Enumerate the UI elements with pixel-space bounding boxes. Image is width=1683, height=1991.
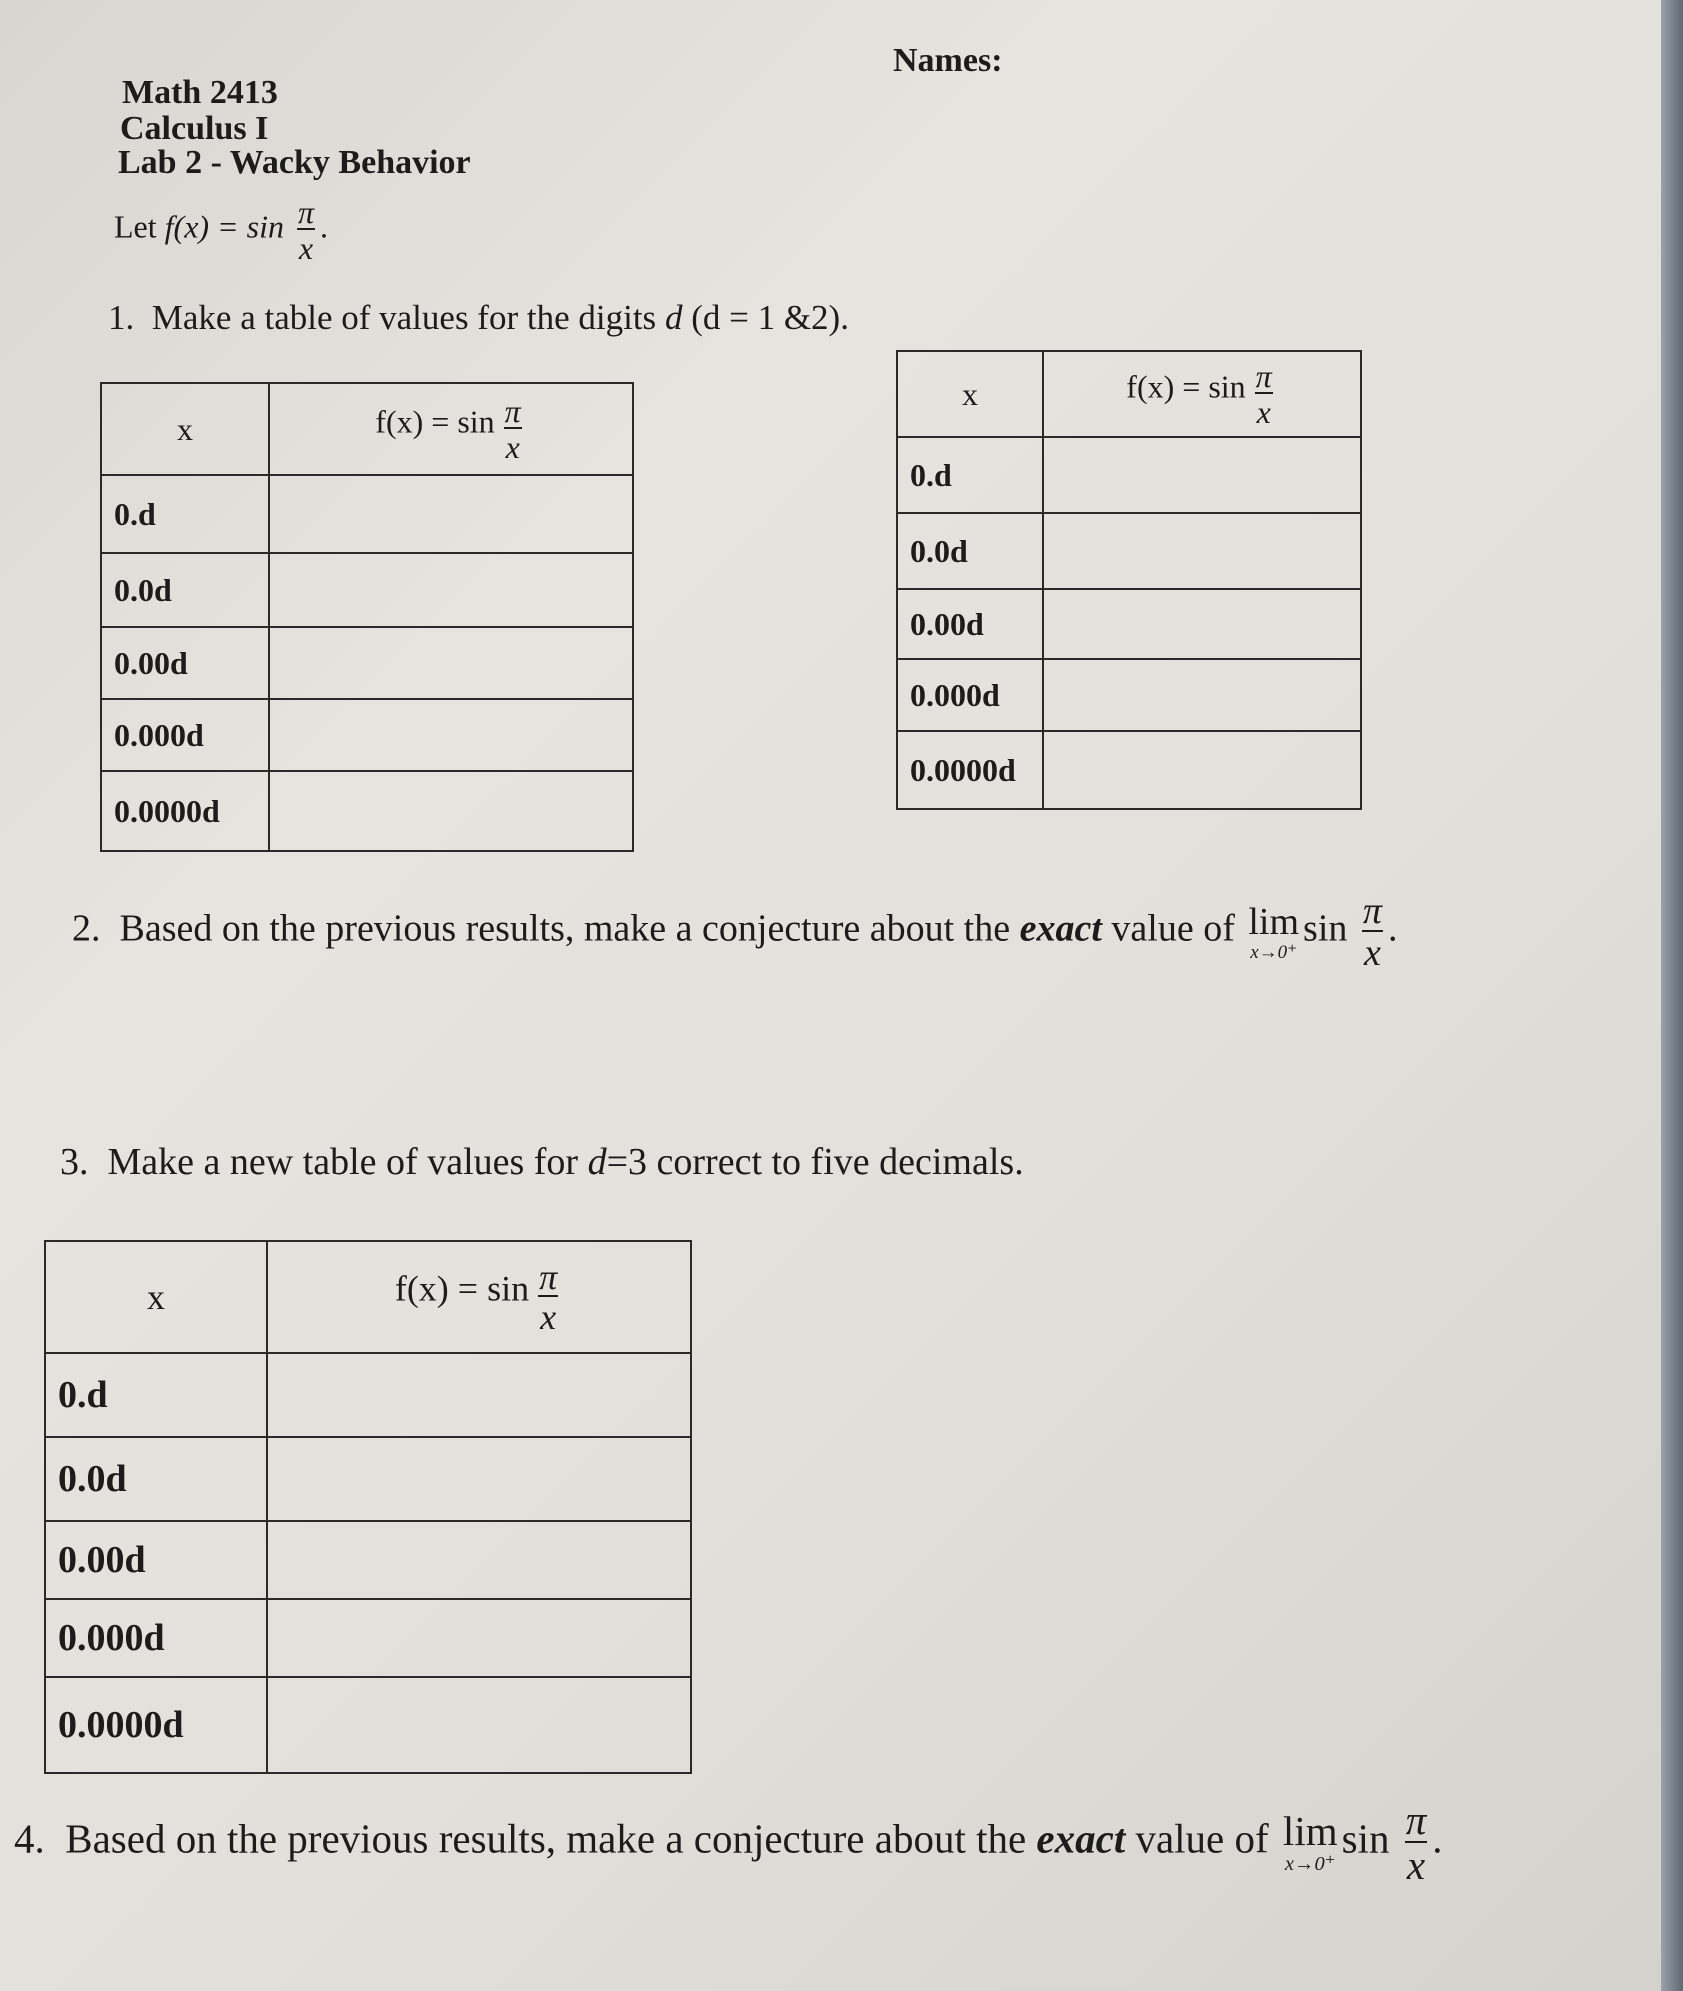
q2-number: 2. [72, 907, 101, 950]
table-row [101, 627, 633, 699]
answer-cell[interactable] [1043, 589, 1361, 659]
function-definition [114, 196, 328, 264]
table-row [101, 771, 633, 851]
table-header-row [45, 1241, 691, 1353]
table-row [897, 731, 1361, 809]
x-cell: 0.0d [897, 513, 1043, 589]
table-row [101, 553, 633, 627]
answer-cell[interactable] [267, 1521, 691, 1599]
header-fx: f(x) = sin $\frac{\pi}{x}$ [267, 1241, 691, 1353]
q3-var: d [587, 1141, 607, 1183]
q2-text-after: value of [1111, 907, 1235, 950]
x-cell: 0.00d [45, 1521, 267, 1599]
sin-word: sin [1303, 907, 1348, 950]
q4-text-before: Based on the previous results, make a conjecture about the [65, 1815, 1027, 1862]
table-row [897, 437, 1361, 513]
period: . [320, 208, 329, 245]
frac-den: x [298, 230, 314, 266]
q2-exact: exact [1019, 907, 1102, 950]
x-cell: 0.d [101, 475, 269, 553]
question-1 [108, 298, 849, 338]
table-row [45, 1599, 691, 1677]
answer-cell[interactable] [1043, 437, 1361, 513]
x-cell: 0.0000d [897, 731, 1043, 809]
page-edge-shadow [1661, 0, 1683, 1991]
table-row [45, 1677, 691, 1773]
frac-den: x [1406, 1842, 1426, 1888]
lab-title: Lab 2 - Wacky Behavior [118, 144, 471, 181]
answer-cell[interactable] [1043, 659, 1361, 731]
sin-word: sin [1341, 1815, 1390, 1862]
lim-word: lim [1282, 1808, 1338, 1855]
table-row [101, 475, 633, 553]
frac-num: π [1362, 890, 1382, 932]
q4-fraction [1404, 1797, 1429, 1888]
table-header-row [101, 383, 633, 475]
q4-exact: exact [1036, 1815, 1126, 1862]
course-number: Math 2413 [122, 74, 278, 111]
table-1 [100, 382, 634, 852]
x-cell: 0.00d [101, 627, 269, 699]
q1-text: Make a table of values for the digits [151, 298, 657, 337]
answer-cell[interactable] [1043, 731, 1361, 809]
q4-number: 4. [14, 1815, 45, 1862]
period: . [1432, 1815, 1443, 1862]
let-prefix: Let [114, 208, 157, 245]
answer-cell[interactable] [269, 771, 633, 851]
x-cell: 0.000d [101, 699, 269, 771]
table-2 [896, 350, 1362, 810]
frac-num: π [1405, 1797, 1427, 1843]
q3-number: 3. [60, 1141, 89, 1183]
question-3 [60, 1140, 1024, 1184]
frac-den: x [1363, 932, 1381, 974]
lim-word: lim [1248, 900, 1300, 943]
table-row [45, 1353, 691, 1437]
table-row [897, 589, 1361, 659]
function-lhs: f(x) = sin [164, 208, 284, 245]
x-cell: 0.0d [45, 1437, 267, 1521]
x-cell: 0.0000d [45, 1677, 267, 1773]
q1-condition: (d = 1 &2). [691, 298, 849, 337]
header-fx: f(x) = sin $\frac{\pi}{x}$ [269, 383, 633, 475]
lim-subscript: x→0⁺ [1284, 1853, 1336, 1876]
header-fx: f(x) = sin $\frac{\pi}{x}$ [1043, 351, 1361, 437]
q1-var: d [664, 298, 683, 337]
answer-cell[interactable] [269, 553, 633, 627]
q2-limit [1248, 900, 1300, 963]
question-4 [14, 1797, 1443, 1888]
course-name: Calculus I [120, 110, 269, 147]
lim-subscript: x→0⁺ [1250, 941, 1298, 963]
pi-over-x [296, 196, 316, 264]
x-cell: 0.d [897, 437, 1043, 513]
x-cell: 0.000d [45, 1599, 267, 1677]
q4-limit [1282, 1808, 1338, 1876]
x-cell: 0.0d [101, 553, 269, 627]
table-row [897, 659, 1361, 731]
header-x: x [101, 383, 269, 475]
period: . [1387, 907, 1398, 950]
answer-cell[interactable] [267, 1599, 691, 1677]
answer-cell[interactable] [267, 1437, 691, 1521]
table-3 [44, 1240, 692, 1774]
q2-text-before: Based on the previous results, make a conjecture about the [119, 907, 1011, 950]
answer-cell[interactable] [1043, 513, 1361, 589]
x-cell: 0.0000d [101, 771, 269, 851]
table-row [101, 699, 633, 771]
names-label: Names: [893, 42, 1003, 79]
question-2 [72, 892, 1397, 972]
q3-eq: =3 [606, 1141, 648, 1183]
answer-cell[interactable] [269, 699, 633, 771]
q1-number: 1. [108, 298, 135, 337]
table-row [45, 1437, 691, 1521]
table-header-row [897, 351, 1361, 437]
q3-text-before: Make a new table of values for [107, 1141, 579, 1183]
q3-text-after: correct to five decimals. [656, 1141, 1024, 1183]
q4-text-after: value of [1135, 1815, 1269, 1862]
x-cell: 0.00d [897, 589, 1043, 659]
q2-fraction [1361, 892, 1384, 972]
answer-cell[interactable] [267, 1353, 691, 1437]
x-cell: 0.d [45, 1353, 267, 1437]
answer-cell[interactable] [267, 1677, 691, 1773]
answer-cell[interactable] [269, 627, 633, 699]
frac-num: π [297, 194, 315, 230]
table-row [897, 513, 1361, 589]
header-x: x [897, 351, 1043, 437]
answer-cell[interactable] [269, 475, 633, 553]
x-cell: 0.000d [897, 659, 1043, 731]
table-row [45, 1521, 691, 1599]
header-x: x [45, 1241, 267, 1353]
